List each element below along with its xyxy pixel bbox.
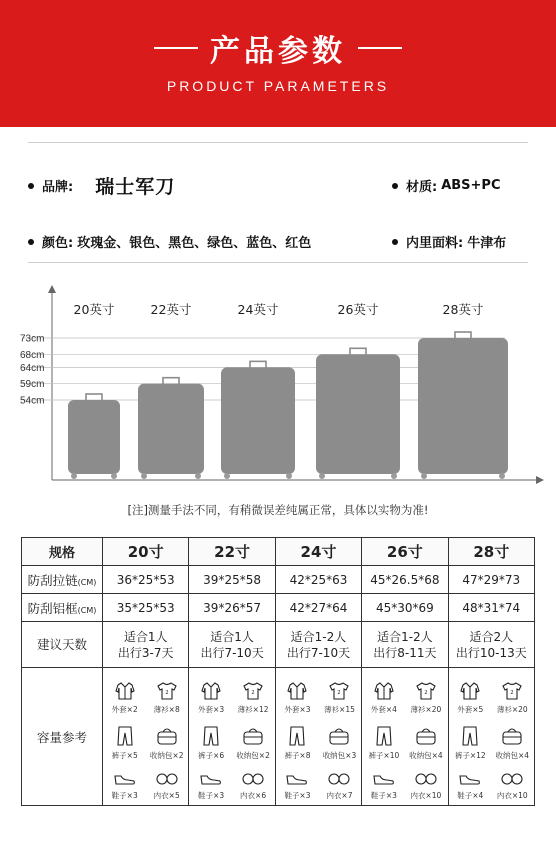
suitcase-bar <box>221 367 295 474</box>
capacity-label: 收纳包×2 <box>236 750 270 760</box>
capacity-item <box>276 671 318 717</box>
jacket-icon <box>201 682 221 704</box>
capacity-label: 收纳包×3 <box>322 750 357 760</box>
color-label: 颜色: <box>42 236 74 251</box>
y-tick-label: 54cm <box>20 395 45 407</box>
table-row-capacity <box>22 668 535 806</box>
shoe-icon <box>286 772 308 790</box>
category-label: 26英寸 <box>337 302 379 317</box>
bullet-icon <box>392 239 398 245</box>
capacity-item <box>491 763 533 803</box>
pants-icon <box>460 726 480 750</box>
dimension-cell: 45*26.5*68 <box>362 566 448 594</box>
wheel-icon <box>224 473 230 479</box>
dimension-cell: 47*29*73 <box>448 566 534 594</box>
capacity-item <box>491 671 533 717</box>
row-label-cell <box>22 594 103 622</box>
tshirt-icon <box>416 682 436 704</box>
page-subtitle: PRODUCT PARAMETERS <box>166 78 390 94</box>
jacket-icon <box>460 682 480 704</box>
pouch-icon <box>242 726 264 750</box>
unit-label: (CM) <box>77 577 97 587</box>
header-size-cell: 22寸 <box>189 538 275 566</box>
dimension-cell: 36*25*53 <box>103 566 189 594</box>
underwear-icon <box>156 772 178 790</box>
days-cell <box>103 622 189 668</box>
days-cell <box>448 622 534 668</box>
days-cell <box>362 622 448 668</box>
capacity-item <box>363 763 405 803</box>
capacity-grid <box>449 671 533 803</box>
suitcase-bar <box>138 384 204 474</box>
capacity-label: 薄衫×20 <box>496 704 528 714</box>
header-banner <box>0 0 556 127</box>
capacity-item <box>449 671 491 717</box>
capacity-label: 外套×3 <box>284 704 311 714</box>
jacket-icon <box>115 682 135 704</box>
header-title-row <box>0 28 556 68</box>
capacity-label: 薄衫×15 <box>324 704 355 714</box>
title-right-line <box>358 47 402 49</box>
people-text: 适合1-2人 <box>290 629 347 644</box>
people-text: 适合2人 <box>469 629 514 644</box>
wheel-icon <box>391 473 397 479</box>
capacity-label: 外套×3 <box>198 704 225 714</box>
capacity-item <box>363 671 405 717</box>
capacity-cell <box>362 668 448 806</box>
wheel-icon <box>141 473 147 479</box>
svg-text:2: 2 <box>424 689 428 696</box>
material-value: ABS+PC <box>441 178 501 193</box>
people-text: 适合1人 <box>210 629 254 644</box>
capacity-item <box>318 763 360 803</box>
wheel-icon <box>111 473 117 479</box>
pants-icon <box>287 726 307 750</box>
capacity-item <box>405 763 447 803</box>
capacity-label: 内衣×5 <box>153 790 180 800</box>
wheel-icon <box>421 473 427 479</box>
capacity-item <box>318 671 360 717</box>
row-label: 防刮铝框 <box>27 600 78 616</box>
capacity-label: 裤子×12 <box>454 750 486 760</box>
color-info <box>28 232 311 251</box>
divider-mid <box>28 262 528 263</box>
wheel-icon <box>319 473 325 479</box>
shoe-icon <box>114 772 136 790</box>
category-label: 22英寸 <box>150 302 192 317</box>
capacity-label: 鞋子×3 <box>198 790 225 800</box>
brand-label: 品牌: <box>42 180 74 195</box>
color-value: 玫瑰金、银色、黑色、绿色、蓝色、红色 <box>77 236 312 251</box>
underwear-icon <box>415 772 437 790</box>
capacity-item <box>491 717 533 763</box>
row-label-cell: 容量参考 <box>22 668 103 806</box>
x-axis-arrow <box>536 476 544 484</box>
capacity-item <box>276 763 318 803</box>
capacity-label: 裤子×10 <box>368 750 400 760</box>
wheel-icon <box>286 473 292 479</box>
tshirt-icon <box>157 682 177 704</box>
capacity-label: 鞋子×4 <box>457 790 484 800</box>
capacity-label: 外套×2 <box>111 704 138 714</box>
header-size-cell: 28寸 <box>448 538 534 566</box>
jacket-icon <box>287 682 307 704</box>
brand-info <box>28 172 175 199</box>
pouch-icon <box>415 726 437 750</box>
tshirt-icon <box>502 682 522 704</box>
capacity-label: 内衣×7 <box>326 790 353 800</box>
capacity-cell <box>275 668 361 806</box>
suitcase-size-chart <box>0 280 556 495</box>
suitcase-bar <box>316 354 400 474</box>
table-row-days <box>22 622 535 668</box>
capacity-item <box>276 717 318 763</box>
capacity-grid <box>190 671 274 803</box>
wheel-icon <box>71 473 77 479</box>
capacity-item <box>190 763 232 803</box>
underwear-icon <box>501 772 523 790</box>
title-left-line <box>154 47 198 49</box>
y-tick-label: 68cm <box>20 349 45 361</box>
capacity-item <box>318 717 360 763</box>
dimension-cell: 45*30*69 <box>362 594 448 622</box>
capacity-item <box>449 717 491 763</box>
dimension-cell: 42*25*63 <box>275 566 361 594</box>
y-tick-label: 64cm <box>20 362 45 374</box>
row-label: 防刮拉链 <box>27 572 78 588</box>
dimension-cell: 42*27*64 <box>275 594 361 622</box>
bullet-icon <box>28 183 34 189</box>
capacity-label: 鞋子×3 <box>284 790 311 800</box>
days-cell <box>275 622 361 668</box>
capacity-label: 鞋子×3 <box>370 790 397 800</box>
divider-top <box>28 142 528 143</box>
svg-text:2: 2 <box>510 689 514 696</box>
capacity-item <box>232 717 274 763</box>
capacity-label: 裤子×5 <box>111 750 138 760</box>
header-size-cell: 20寸 <box>103 538 189 566</box>
capacity-item <box>405 671 447 717</box>
y-axis-arrow <box>48 285 56 293</box>
capacity-label: 鞋子×3 <box>111 790 138 800</box>
capacity-item <box>190 717 232 763</box>
pants-icon <box>201 726 221 750</box>
pouch-icon <box>501 726 523 750</box>
dimension-cell: 48*31*74 <box>448 594 534 622</box>
bullet-icon <box>392 183 398 189</box>
capacity-cell <box>189 668 275 806</box>
material-label: 材质: <box>406 180 438 195</box>
table-header-row <box>22 538 535 566</box>
capacity-item <box>146 671 188 717</box>
capacity-label: 内衣×10 <box>410 790 442 800</box>
days-text: 出行3-7天 <box>117 645 174 660</box>
capacity-item <box>449 763 491 803</box>
capacity-label: 内衣×10 <box>496 790 528 800</box>
capacity-item <box>104 717 146 763</box>
dimension-cell: 39*25*58 <box>189 566 275 594</box>
suitcase-bar <box>68 400 120 474</box>
tshirt-icon <box>243 682 263 704</box>
capacity-item <box>232 763 274 803</box>
lining-info <box>392 232 506 251</box>
capacity-label: 收纳包×2 <box>149 750 184 760</box>
capacity-grid <box>104 671 188 803</box>
wheel-icon <box>499 473 505 479</box>
category-label: 28英寸 <box>442 302 484 317</box>
capacity-label: 收纳包×4 <box>495 750 530 760</box>
svg-text:2: 2 <box>165 689 169 696</box>
tshirt-icon <box>329 682 349 704</box>
table-row-zipper <box>22 566 535 594</box>
capacity-label: 薄衫×8 <box>153 704 180 714</box>
spec-table <box>21 537 535 806</box>
dimension-cell: 39*26*57 <box>189 594 275 622</box>
capacity-label: 裤子×8 <box>284 750 311 760</box>
category-label: 24英寸 <box>237 302 279 317</box>
svg-text:2: 2 <box>337 689 342 696</box>
capacity-label: 收纳包×4 <box>409 750 443 760</box>
shoe-icon <box>373 772 395 790</box>
capacity-label: 外套×5 <box>457 704 484 714</box>
row-label-cell <box>22 566 103 594</box>
table-row-aluminum <box>22 594 535 622</box>
capacity-item <box>146 763 188 803</box>
y-tick-label: 73cm <box>20 333 45 345</box>
pouch-icon <box>156 726 178 750</box>
brand-value: 瑞士军刀 <box>95 176 176 198</box>
days-text: 出行7-10天 <box>200 645 264 660</box>
capacity-cell <box>103 668 189 806</box>
header-size-cell: 24寸 <box>275 538 361 566</box>
material-info <box>392 176 501 195</box>
capacity-item <box>104 763 146 803</box>
underwear-icon <box>242 772 264 790</box>
category-label: 20英寸 <box>73 302 115 317</box>
people-text: 适合1人 <box>123 629 168 644</box>
dimension-cell: 35*25*53 <box>103 594 189 622</box>
days-text: 出行7-10天 <box>286 645 351 660</box>
capacity-item <box>232 671 274 717</box>
unit-label: (CM) <box>77 605 97 615</box>
capacity-grid <box>363 671 447 803</box>
capacity-item <box>190 671 232 717</box>
lining-value: 牛津布 <box>467 236 507 251</box>
capacity-label: 薄衫×12 <box>237 704 269 714</box>
days-text: 出行10-13天 <box>455 645 527 660</box>
pouch-icon <box>328 726 350 750</box>
underwear-icon <box>328 772 350 790</box>
page-title: 产品参数 <box>210 34 346 69</box>
capacity-label: 薄衫×20 <box>410 704 442 714</box>
days-cell <box>189 622 275 668</box>
header-size-cell: 26寸 <box>362 538 448 566</box>
jacket-icon <box>374 682 394 704</box>
row-label-cell: 建议天数 <box>22 622 103 668</box>
capacity-grid <box>276 671 360 803</box>
suitcase-bar <box>418 338 508 474</box>
svg-text:2: 2 <box>251 689 255 696</box>
capacity-cell <box>448 668 534 806</box>
capacity-label: 外套×4 <box>370 704 397 714</box>
measurement-note: [注]测量手法不同，有稍微误差纯属正常，具体以实物为准! <box>127 503 429 517</box>
capacity-item <box>104 671 146 717</box>
capacity-item <box>363 717 405 763</box>
y-tick-label: 59cm <box>20 379 45 391</box>
bullet-icon <box>28 239 34 245</box>
people-text: 适合1-2人 <box>377 629 433 644</box>
lining-label: 内里面料: <box>406 236 464 251</box>
shoe-icon <box>200 772 222 790</box>
capacity-item <box>405 717 447 763</box>
shoe-icon <box>459 772 481 790</box>
capacity-label: 裤子×6 <box>198 750 225 760</box>
wheel-icon <box>195 473 201 479</box>
capacity-label: 内衣×6 <box>240 790 267 800</box>
header-label-cell: 规格 <box>22 538 103 566</box>
pants-icon <box>115 726 135 750</box>
capacity-item <box>146 717 188 763</box>
pants-icon <box>374 726 394 750</box>
days-text: 出行8-11天 <box>373 645 437 660</box>
